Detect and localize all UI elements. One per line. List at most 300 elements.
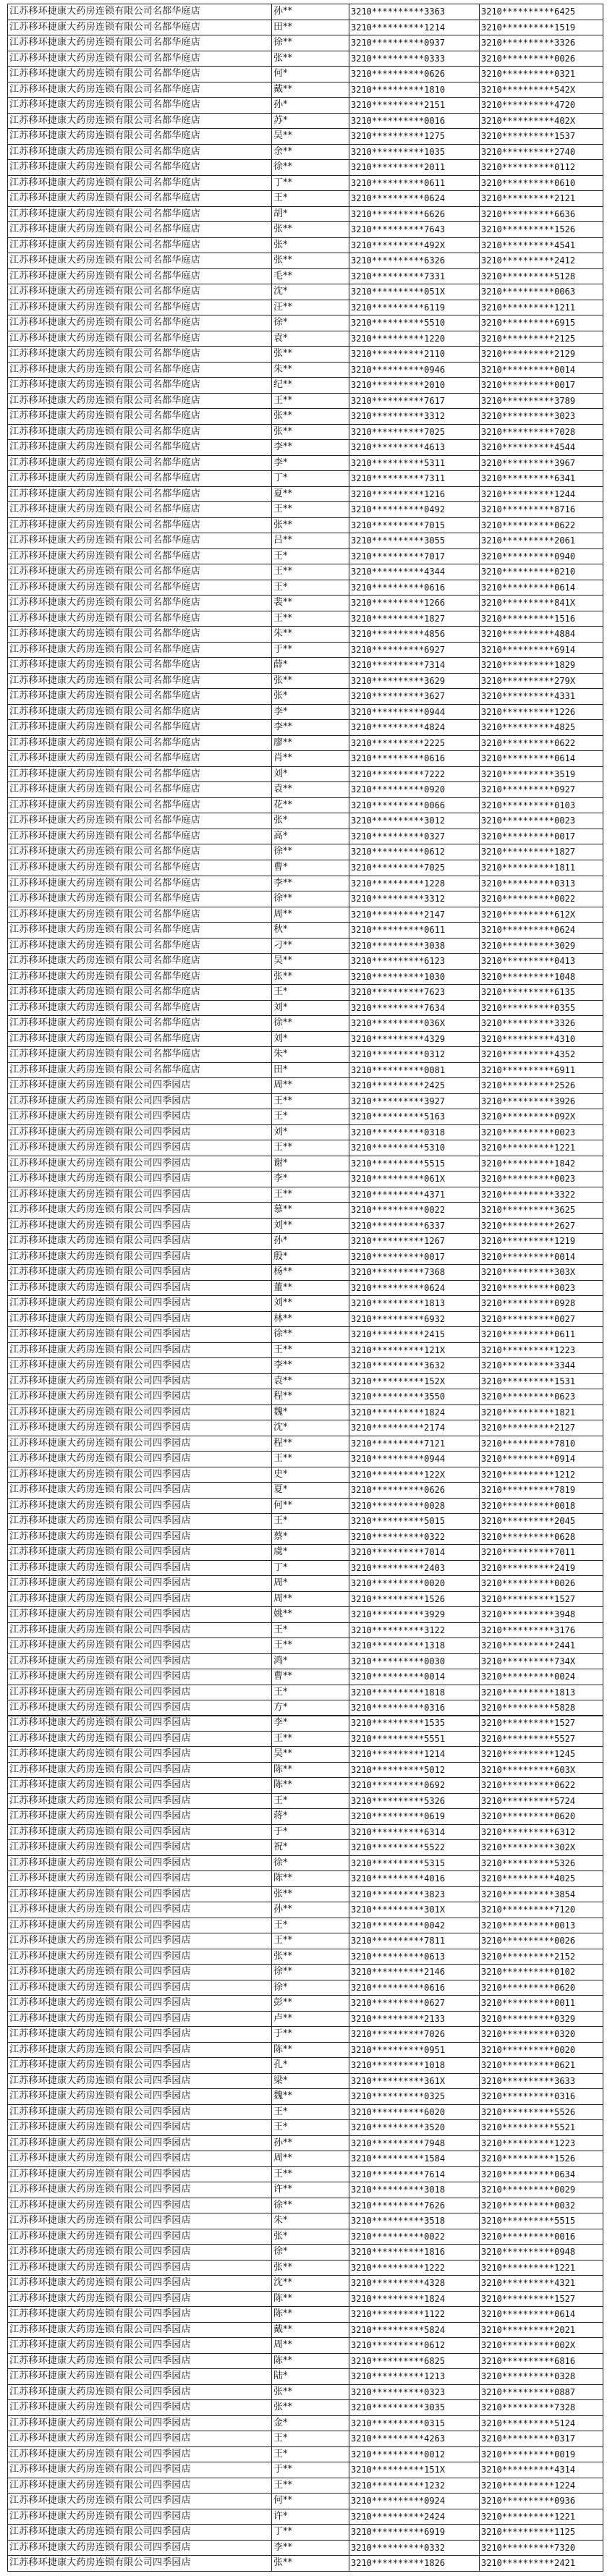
customer-name-cell: 朱** [272,627,349,643]
id-number-cell: 3210**********0318 [349,1124,480,1140]
table-row [8,782,603,798]
customer-name-cell: 许* [272,2509,349,2525]
id-number-cell: 3210**********7368 [349,1265,480,1281]
masked-number-cell: 3210**********7320 [480,2540,603,2556]
store-name-cell: 江苏移环捷康大药房连锁有限公司名都华庭店 [8,1000,272,1016]
masked-number-cell: 3210**********6911 [480,1062,603,1078]
customer-name-cell: 陈** [272,2291,349,2307]
id-number-cell: 3210**********5315 [349,1855,480,1871]
id-number-cell: 3210**********492X [349,237,480,253]
store-name-cell: 江苏移环捷康大药房连锁有限公司四季园店 [8,1109,272,1125]
id-number-cell: 3210**********0016 [349,113,480,129]
table-row [8,1607,603,1623]
table-row [8,1545,603,1561]
masked-number-cell: 3210**********0014 [480,362,603,378]
store-name-cell: 江苏移环捷康大药房连锁有限公司四季园店 [8,2307,272,2323]
masked-number-cell: 3210**********1526 [480,222,603,238]
customer-name-cell: 张** [272,673,349,689]
table-row [8,1918,603,1933]
masked-number-cell: 3210**********2441 [480,1638,603,1654]
store-name-cell: 江苏移环捷康大药房连锁有限公司四季园店 [8,1933,272,1949]
masked-number-cell: 3210**********1211 [480,300,603,315]
masked-number-cell: 3210**********6312 [480,1824,603,1840]
store-name-cell: 江苏移环捷康大药房连锁有限公司名都华庭店 [8,689,272,705]
id-number-cell: 3210**********7222 [349,766,480,782]
store-name-cell: 江苏移环捷康大药房连锁有限公司名都华庭店 [8,548,272,564]
masked-number-cell: 3210**********8716 [480,502,603,518]
masked-number-cell: 3210**********4321 [480,2276,603,2292]
table-row [8,175,603,191]
masked-number-cell: 3210**********1527 [480,2291,603,2307]
masked-number-cell: 3210**********279X [480,673,603,689]
masked-number-cell: 3210**********0610 [480,175,603,191]
table-row [8,51,603,67]
customer-name-cell: 张* [272,237,349,253]
masked-number-cell: 3210**********0112 [480,160,603,176]
masked-number-cell: 3210**********5828 [480,1700,603,1716]
masked-number-cell: 3210**********2121 [480,191,603,207]
store-name-cell: 江苏移环捷康大药房连锁有限公司四季园店 [8,2462,272,2478]
id-number-cell: 3210**********0325 [349,2089,480,2105]
masked-number-cell: 3210**********0023 [480,1124,603,1140]
customer-name-cell: 王* [272,1793,349,1809]
store-name-cell: 江苏移环捷康大药房连锁有限公司四季园店 [8,1980,272,1996]
id-number-cell: 3210**********3823 [349,1886,480,1902]
store-name-cell: 江苏移环捷康大药房连锁有限公司名都华庭店 [8,67,272,82]
customer-name-cell: 张** [272,2260,349,2276]
table-row [8,2291,603,2307]
table-row [8,1638,603,1654]
table-row [8,67,603,82]
customer-name-cell: 王** [272,1638,349,1654]
masked-number-cell: 3210**********3633 [480,2073,603,2089]
table-row [8,393,603,409]
id-number-cell: 3210**********5510 [349,315,480,331]
store-name-cell: 江苏移环捷康大药房连锁有限公司四季园店 [8,1747,272,1763]
id-number-cell: 3210**********2010 [349,378,480,394]
table-row [8,1902,603,1918]
masked-number-cell: 3210**********0026 [480,1576,603,1592]
id-number-cell: 3210**********2151 [349,98,480,114]
customer-name-cell: 沈** [272,2276,349,2292]
store-name-cell: 江苏移环捷康大药房连锁有限公司四季园店 [8,1793,272,1809]
masked-number-cell: 3210**********5128 [480,268,603,284]
customer-name-cell: 于* [272,1824,349,1840]
store-name-cell: 江苏移环捷康大药房连锁有限公司名都华庭店 [8,891,272,907]
customer-name-cell: 张** [272,222,349,238]
table-row [8,1653,603,1669]
table-row [8,2525,603,2541]
masked-number-cell: 3210**********3322 [480,1187,603,1203]
table-row [8,596,603,611]
table-row [8,1731,603,1747]
masked-number-cell: 3210**********5521 [480,2120,603,2136]
customer-name-cell: 魏* [272,1404,349,1420]
record-table [7,4,603,860]
store-name-cell: 江苏移环捷康大药房连锁有限公司四季园店 [8,1078,272,1094]
table-row [8,1996,603,2012]
customer-name-cell: 王** [272,1342,349,1358]
store-name-cell: 江苏移环捷康大药房连锁有限公司四季园店 [8,1249,272,1265]
id-number-cell: 3210**********1827 [349,611,480,627]
store-name-cell: 江苏移环捷康大药房连锁有限公司四季园店 [8,1311,272,1327]
customer-name-cell: 李* [272,1172,349,1187]
masked-number-cell: 3210**********0317 [480,2431,603,2447]
id-number-cell: 3210**********3929 [349,1607,480,1623]
store-name-cell: 江苏移环捷康大药房连锁有限公司名都华庭店 [8,315,272,331]
customer-name-cell: 王* [272,1109,349,1125]
table-row [8,1420,603,1436]
table-row [8,1933,603,1949]
store-name-cell: 江苏移环捷康大药房连锁有限公司四季园店 [8,1436,272,1452]
masked-number-cell: 3210**********4544 [480,440,603,456]
store-name-cell: 江苏移环捷康大药房连锁有限公司四季园店 [8,1404,272,1420]
id-number-cell: 3210**********2147 [349,907,480,923]
store-name-cell: 江苏移环捷康大药房连锁有限公司名都华庭店 [8,1062,272,1078]
store-name-cell: 江苏移环捷康大药房连锁有限公司四季园店 [8,1296,272,1312]
table-row [8,2415,603,2431]
table-row [8,2182,603,2198]
store-name-cell: 江苏移环捷康大药房连锁有限公司名都华庭店 [8,564,272,580]
store-name-cell: 江苏移环捷康大药房连锁有限公司四季园店 [8,1622,272,1638]
store-name-cell: 江苏移环捷康大药房连锁有限公司四季园店 [8,2213,272,2229]
table-row [8,704,603,720]
masked-number-cell: 3210**********0022 [480,891,603,907]
masked-number-cell: 3210**********0621 [480,2058,603,2074]
store-name-cell: 江苏移环捷康大药房连锁有限公司四季园店 [8,1778,272,1794]
customer-name-cell: 金* [272,2415,349,2431]
customer-name-cell: 余** [272,144,349,160]
table-row [8,938,603,954]
customer-name-cell: 王** [272,393,349,409]
masked-number-cell: 3210**********4331 [480,689,603,705]
id-number-cell: 3210**********152X [349,1373,480,1389]
masked-number-cell: 3210**********2125 [480,331,603,347]
customer-name-cell: 蒋* [272,1809,349,1825]
masked-number-cell: 3210**********0013 [480,1918,603,1933]
store-name-cell: 江苏移环捷康大药房连锁有限公司名都华庭店 [8,191,272,207]
customer-name-cell: 李** [272,1358,349,1374]
store-name-cell: 江苏移环捷康大药房连锁有限公司名都华庭店 [8,876,272,891]
table-row [8,20,603,35]
customer-name-cell: 杨** [272,1265,349,1281]
table-row [8,284,603,300]
id-number-cell: 3210**********6825 [349,2353,480,2369]
id-number-cell: 3210**********7634 [349,1000,480,1016]
store-name-cell: 江苏移环捷康大药房连锁有限公司名都华庭店 [8,424,272,440]
masked-number-cell: 3210**********0026 [480,1933,603,1949]
id-number-cell: 3210**********3035 [349,2400,480,2416]
table-row [8,1840,603,1856]
store-name-cell: 江苏移环捷康大药房连锁有限公司名都华庭店 [8,113,272,129]
id-number-cell: 3210**********0066 [349,797,480,813]
masked-number-cell: 3210**********1829 [480,658,603,674]
customer-name-cell: 廖** [272,735,349,751]
table-row [8,113,603,129]
masked-number-cell: 3210**********542X [480,82,603,98]
customer-name-cell: 于** [272,642,349,658]
masked-number-cell: 3210**********7819 [480,1483,603,1499]
masked-number-cell: 3210**********0622 [480,735,603,751]
table-row [8,2353,603,2369]
masked-number-cell: 3210**********3625 [480,1203,603,1219]
masked-number-cell: 3210**********0321 [480,67,603,82]
id-number-cell: 3210**********1122 [349,2307,480,2323]
table-row [8,1483,603,1499]
table-row [8,2104,603,2120]
id-number-cell: 3210**********6326 [349,253,480,269]
customer-name-cell: 高* [272,829,349,844]
store-name-cell: 江苏移环捷康大药房连锁有限公司四季园店 [8,1218,272,1234]
masked-number-cell: 3210**********5124 [480,2415,603,2431]
id-number-cell: 3210**********3038 [349,938,480,954]
store-name-cell: 江苏移环捷康大药房连锁有限公司名都华庭店 [8,782,272,798]
store-name-cell: 江苏移环捷康大药房连锁有限公司名都华庭店 [8,844,272,860]
id-number-cell: 3210**********0323 [349,2384,480,2400]
store-name-cell: 江苏移环捷康大药房连锁有限公司名都华庭店 [8,923,272,939]
store-name-cell: 江苏移环捷康大药房连锁有限公司四季园店 [8,2353,272,2369]
masked-number-cell: 3210**********1531 [480,1373,603,1389]
store-name-cell: 江苏移环捷康大药房连锁有限公司四季园店 [8,1762,272,1778]
customer-name-cell: 袁** [272,782,349,798]
customer-name-cell: 王** [272,502,349,518]
customer-name-cell: 夏* [272,1483,349,1499]
masked-number-cell: 3210**********0023 [480,1280,603,1296]
customer-name-cell: 王* [272,548,349,564]
customer-name-cell: 田* [272,1062,349,1078]
table-row [8,2260,603,2276]
table-row [8,969,603,985]
table-row [8,1685,603,1700]
table-row [8,1265,603,1281]
masked-number-cell: 3210**********402X [480,113,603,129]
customer-name-cell: 何* [272,67,349,82]
customer-name-cell: 孙* [272,98,349,114]
table-row [8,2446,603,2462]
id-number-cell: 3210**********1220 [349,331,480,347]
masked-number-cell: 3210**********0928 [480,1296,603,1312]
masked-number-cell: 3210**********4541 [480,237,603,253]
table-row [8,378,603,394]
store-name-cell: 江苏移环捷康大药房连锁有限公司名都华庭店 [8,720,272,736]
id-number-cell: 3210**********7643 [349,222,480,238]
id-number-cell: 3210**********4371 [349,1187,480,1203]
table-row [8,1700,603,1716]
table-row [8,2494,603,2509]
customer-name-cell: 张* [272,689,349,705]
customer-name-cell: 王* [272,1622,349,1638]
table-row [8,735,603,751]
masked-number-cell: 3210**********0940 [480,548,603,564]
customer-name-cell: 张** [272,2556,349,2572]
store-name-cell: 江苏移环捷康大药房连锁有限公司四季园店 [8,2446,272,2462]
customer-name-cell: 田** [272,20,349,35]
customer-name-cell: 王** [272,1093,349,1109]
store-name-cell: 江苏移环捷康大药房连锁有限公司名都华庭店 [8,704,272,720]
id-number-cell: 3210**********0626 [349,67,480,82]
customer-name-cell: 李* [272,1716,349,1732]
customer-name-cell: 裴** [272,596,349,611]
masked-number-cell: 3210**********0320 [480,2027,603,2043]
store-name-cell: 江苏移环捷康大药房连锁有限公司四季园店 [8,1093,272,1109]
customer-name-cell: 周* [272,1576,349,1592]
store-name-cell: 江苏移环捷康大药房连锁有限公司四季园店 [8,1420,272,1436]
id-number-cell: 3210**********0611 [349,923,480,939]
id-number-cell: 3210**********0017 [349,1249,480,1265]
store-name-cell: 江苏移环捷康大药房连锁有限公司四季园店 [8,1514,272,1530]
customer-name-cell: 徐* [272,315,349,331]
customer-name-cell: 王** [272,1452,349,1467]
customer-name-cell: 王* [272,2446,349,2462]
customer-name-cell: 魏** [272,2089,349,2105]
customer-name-cell: 孙** [272,1902,349,1918]
table-row [8,1280,603,1296]
store-name-cell: 江苏移环捷康大药房连锁有限公司名都华庭店 [8,471,272,487]
id-number-cell: 3210**********7015 [349,517,480,533]
id-number-cell: 3210**********0022 [349,1203,480,1219]
id-number-cell: 3210**********2174 [349,1420,480,1436]
id-number-cell: 3210**********6119 [349,300,480,315]
customer-name-cell: 刘** [272,1218,349,1234]
table-row [8,1218,603,1234]
id-number-cell: 3210**********7017 [349,548,480,564]
store-name-cell: 江苏移环捷康大药房连锁有限公司四季园店 [8,2431,272,2447]
customer-name-cell: 张** [272,347,349,363]
store-name-cell: 江苏移环捷康大药房连锁有限公司四季园店 [8,1824,272,1840]
id-number-cell: 3210**********061X [349,1172,480,1187]
id-number-cell: 3210**********0937 [349,35,480,51]
table-row [8,2089,603,2105]
masked-number-cell: 3210**********0011 [480,1996,603,2012]
id-number-cell: 3210**********1818 [349,1685,480,1700]
table-row [8,160,603,176]
customer-name-cell: 王* [272,1918,349,1933]
store-name-cell: 江苏移环捷康大药房连锁有限公司四季园店 [8,1187,272,1203]
customer-name-cell: 孙* [272,1234,349,1250]
masked-number-cell: 3210**********7028 [480,424,603,440]
table-row [8,237,603,253]
masked-number-cell: 3210**********2412 [480,253,603,269]
store-name-cell: 江苏移环捷康大药房连锁有限公司四季园店 [8,1265,272,1281]
table-row [8,2245,603,2261]
table-row [8,720,603,736]
customer-name-cell: 汪** [272,300,349,315]
store-name-cell: 江苏移环捷康大药房连锁有限公司名都华庭店 [8,206,272,222]
store-name-cell: 江苏移环捷康大药房连锁有限公司四季园店 [8,1358,272,1374]
store-name-cell: 江苏移环捷康大药房连锁有限公司四季园店 [8,1124,272,1140]
customer-name-cell: 孔* [272,2058,349,2074]
masked-number-cell: 3210**********0029 [480,2182,603,2198]
store-name-cell: 江苏移环捷康大药房连锁有限公司名都华庭店 [8,596,272,611]
id-number-cell: 3210**********4328 [349,2276,480,2292]
masked-number-cell: 3210**********0622 [480,1778,603,1794]
id-number-cell: 3210**********0327 [349,829,480,844]
table-row [8,1436,603,1452]
customer-name-cell: 徐** [272,2198,349,2213]
table-row [8,2027,603,2043]
id-number-cell: 3210**********1275 [349,129,480,145]
id-number-cell: 3210**********4856 [349,627,480,643]
table-row [8,471,603,487]
customer-name-cell: 方* [272,1700,349,1716]
table-row [8,2166,603,2182]
id-number-cell: 3210**********4613 [349,440,480,456]
masked-number-cell: 3210**********0020 [480,2042,603,2058]
id-number-cell: 3210**********6919 [349,2525,480,2541]
customer-name-cell: 徐** [272,891,349,907]
table-row [8,797,603,813]
store-name-cell: 江苏移环捷康大药房连锁有限公司四季园店 [8,1529,272,1545]
store-name-cell: 江苏移环捷康大药房连锁有限公司四季园店 [8,2291,272,2307]
id-number-cell: 3210**********3018 [349,2182,480,2198]
table-row [8,1980,603,1996]
store-name-cell: 江苏移环捷康大药房连锁有限公司名都华庭店 [8,766,272,782]
store-name-cell: 江苏移环捷康大药房连锁有限公司四季园店 [8,1389,272,1405]
id-number-cell: 3210**********0951 [349,2042,480,2058]
customer-name-cell: 周** [272,1078,349,1094]
id-number-cell: 3210**********0028 [349,1498,480,1514]
store-name-cell: 江苏移环捷康大药房连锁有限公司名都华庭店 [8,393,272,409]
customer-name-cell: 张* [272,813,349,829]
customer-name-cell: 王** [272,2166,349,2182]
store-name-cell: 江苏移环捷康大药房连锁有限公司四季园店 [8,2151,272,2167]
store-name-cell: 江苏移环捷康大药房连锁有限公司名都华庭店 [8,331,272,347]
table-row [8,1016,603,1032]
table-row [8,689,603,705]
masked-number-cell: 3210**********4352 [480,1047,603,1063]
table-row [8,1078,603,1094]
customer-name-cell: 祝* [272,1840,349,1856]
customer-name-cell: 于** [272,2027,349,2043]
masked-number-cell: 3210**********1048 [480,969,603,985]
store-name-cell: 江苏移环捷康大药房连锁有限公司名都华庭店 [8,954,272,970]
id-number-cell: 3210**********122X [349,1467,480,1483]
table-row [8,35,603,51]
store-name-cell: 江苏移环捷康大药房连锁有限公司名都华庭店 [8,98,272,114]
customer-name-cell: 丁** [272,2525,349,2541]
store-name-cell: 江苏移环捷康大药房连锁有限公司四季园店 [8,2415,272,2431]
masked-number-cell: 3210**********1827 [480,844,603,860]
id-number-cell: 3210**********3012 [349,813,480,829]
masked-number-cell: 3210**********2421 [480,2556,603,2572]
customer-name-cell: 徐* [272,2245,349,2261]
customer-name-cell: 殷* [272,1249,349,1265]
masked-number-cell: 3210**********302X [480,1840,603,1856]
table-row [8,1124,603,1140]
id-number-cell: 3210**********7026 [349,2027,480,2043]
table-row [8,2307,603,2323]
masked-number-cell: 3210**********6135 [480,985,603,1001]
customer-name-cell: 朱** [272,362,349,378]
masked-number-cell: 3210**********2627 [480,1218,603,1234]
id-number-cell: 3210**********0332 [349,2540,480,2556]
customer-name-cell: 陈** [272,2353,349,2369]
store-name-cell: 江苏移环捷康大药房连锁有限公司名都华庭店 [8,797,272,813]
id-number-cell: 3210**********0944 [349,1452,480,1467]
id-number-cell: 3210**********7014 [349,1545,480,1561]
customer-name-cell: 张** [272,1949,349,1965]
customer-name-cell: 许** [272,2182,349,2198]
customer-name-cell: 张** [272,1886,349,1902]
table-row [8,1404,603,1420]
table-row [8,1855,603,1871]
masked-number-cell: 3210**********3029 [480,938,603,954]
customer-name-cell: 张** [272,517,349,533]
table-row [8,1311,603,1327]
masked-number-cell: 3210**********4314 [480,2462,603,2478]
table-row [8,2540,603,2556]
customer-name-cell: 王** [272,1187,349,1203]
